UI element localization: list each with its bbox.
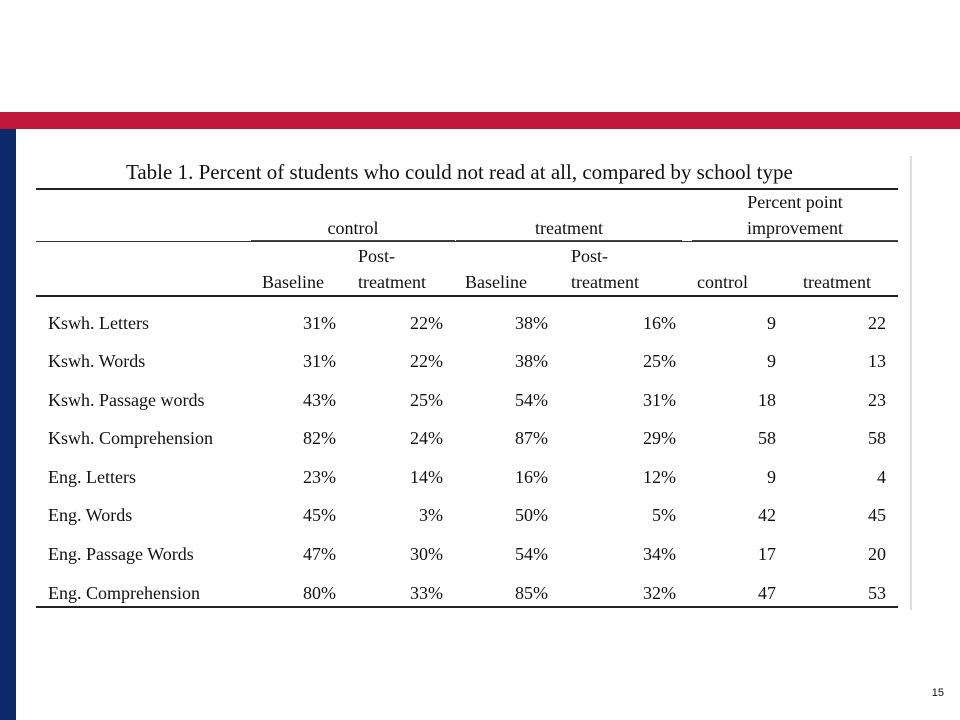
improvement-control-cell: 9 <box>767 467 776 487</box>
improvement-treatment-cell: 4 <box>877 467 886 487</box>
improvement-treatment-cell: 23 <box>868 390 886 410</box>
control-baseline-cell: 31% <box>303 351 336 371</box>
treatment-post-cell: 5% <box>652 505 676 525</box>
treatment-group-underline <box>456 240 682 241</box>
control-post-cell: 3% <box>419 505 443 525</box>
improvement-control-cell: 18 <box>758 390 776 410</box>
improvement-treatment-cell: 20 <box>868 544 886 564</box>
improvement-control-cell: 17 <box>758 544 776 564</box>
control-post-cell: 24% <box>410 428 443 448</box>
table-row <box>36 382 898 420</box>
control-baseline-cell: 80% <box>303 583 336 603</box>
treatment-baseline-cell: 38% <box>515 351 548 371</box>
control-baseline-cell: 43% <box>303 390 336 410</box>
control-group-underline <box>251 240 455 241</box>
improvement-group-underline <box>692 240 898 241</box>
col-header-treatment-post-line2: treatment <box>571 272 639 292</box>
treatment-post-cell: 31% <box>643 390 676 410</box>
treatment-post-cell: 32% <box>643 583 676 603</box>
improvement-treatment-cell: 53 <box>868 583 886 603</box>
control-baseline-cell: 31% <box>303 313 336 333</box>
improvement-control-cell: 9 <box>767 351 776 371</box>
table-row <box>36 305 898 343</box>
table-row <box>36 420 898 458</box>
improvement-treatment-cell: 58 <box>868 428 886 448</box>
improvement-treatment-cell: 22 <box>868 313 886 333</box>
improvement-control-cell: 9 <box>767 313 776 333</box>
control-baseline-cell: 45% <box>303 505 336 525</box>
row-label: Eng. Letters <box>48 467 136 487</box>
row-label: Kswh. Passage words <box>48 390 205 410</box>
table-bottom-rule <box>36 606 898 608</box>
row-label: Eng. Passage Words <box>48 544 194 564</box>
treatment-baseline-cell: 85% <box>515 583 548 603</box>
header-group-rule <box>36 241 898 242</box>
slide-left-accent-bar <box>0 129 16 720</box>
col-header-treatment-post-line1: Post- <box>571 246 609 266</box>
improvement-control-cell: 58 <box>758 428 776 448</box>
table-row <box>36 343 898 381</box>
group-header-control: control <box>327 218 379 238</box>
treatment-baseline-cell: 54% <box>515 544 548 564</box>
control-post-cell: 30% <box>410 544 443 564</box>
header-bottom-rule <box>36 295 898 297</box>
row-label: Kswh. Comprehension <box>48 428 213 448</box>
group-header-treatment: treatment <box>535 218 603 238</box>
control-post-cell: 14% <box>410 467 443 487</box>
row-label: Eng. Comprehension <box>48 583 200 603</box>
row-label: Kswh. Words <box>48 351 146 371</box>
col-header-treatment-baseline: Baseline <box>465 272 527 292</box>
treatment-post-cell: 34% <box>643 544 676 564</box>
table-row <box>36 497 898 535</box>
treatment-post-cell: 29% <box>643 428 676 448</box>
table-row <box>36 536 898 574</box>
treatment-baseline-cell: 87% <box>515 428 548 448</box>
group-header-improvement-line2: improvement <box>747 218 843 238</box>
control-post-cell: 33% <box>410 583 443 603</box>
control-post-cell: 25% <box>410 390 443 410</box>
table-title: Table 1. Percent of students who could not read at all, compared by school type <box>126 160 793 184</box>
improvement-treatment-cell: 45 <box>868 505 886 525</box>
table-row <box>36 459 898 497</box>
col-header-control-post-line2: treatment <box>358 272 426 292</box>
slide-page-number: 15 <box>931 687 944 699</box>
col-header-improvement-treatment: treatment <box>803 272 871 292</box>
treatment-baseline-cell: 16% <box>515 467 548 487</box>
treatment-baseline-cell: 50% <box>515 505 548 525</box>
treatment-post-cell: 25% <box>643 351 676 371</box>
table-top-rule <box>36 188 898 190</box>
treatment-post-cell: 16% <box>643 313 676 333</box>
control-baseline-cell: 82% <box>303 428 336 448</box>
treatment-baseline-cell: 54% <box>515 390 548 410</box>
control-baseline-cell: 47% <box>303 544 336 564</box>
results-table <box>36 156 912 610</box>
improvement-control-cell: 47 <box>758 583 776 603</box>
row-label: Kswh. Letters <box>48 313 149 333</box>
improvement-control-cell: 42 <box>758 505 776 525</box>
col-header-improvement-control: control <box>697 272 748 292</box>
col-header-control-baseline: Baseline <box>262 272 324 292</box>
group-header-improvement-line1: Percent point <box>747 192 843 212</box>
control-baseline-cell: 23% <box>303 467 336 487</box>
slide-top-accent-bar <box>0 112 960 129</box>
control-post-cell: 22% <box>410 351 443 371</box>
treatment-post-cell: 12% <box>643 467 676 487</box>
control-post-cell: 22% <box>410 313 443 333</box>
treatment-baseline-cell: 38% <box>515 313 548 333</box>
col-header-control-post-line1: Post- <box>358 246 396 266</box>
row-label: Eng. Words <box>48 505 133 525</box>
improvement-treatment-cell: 13 <box>868 351 886 371</box>
